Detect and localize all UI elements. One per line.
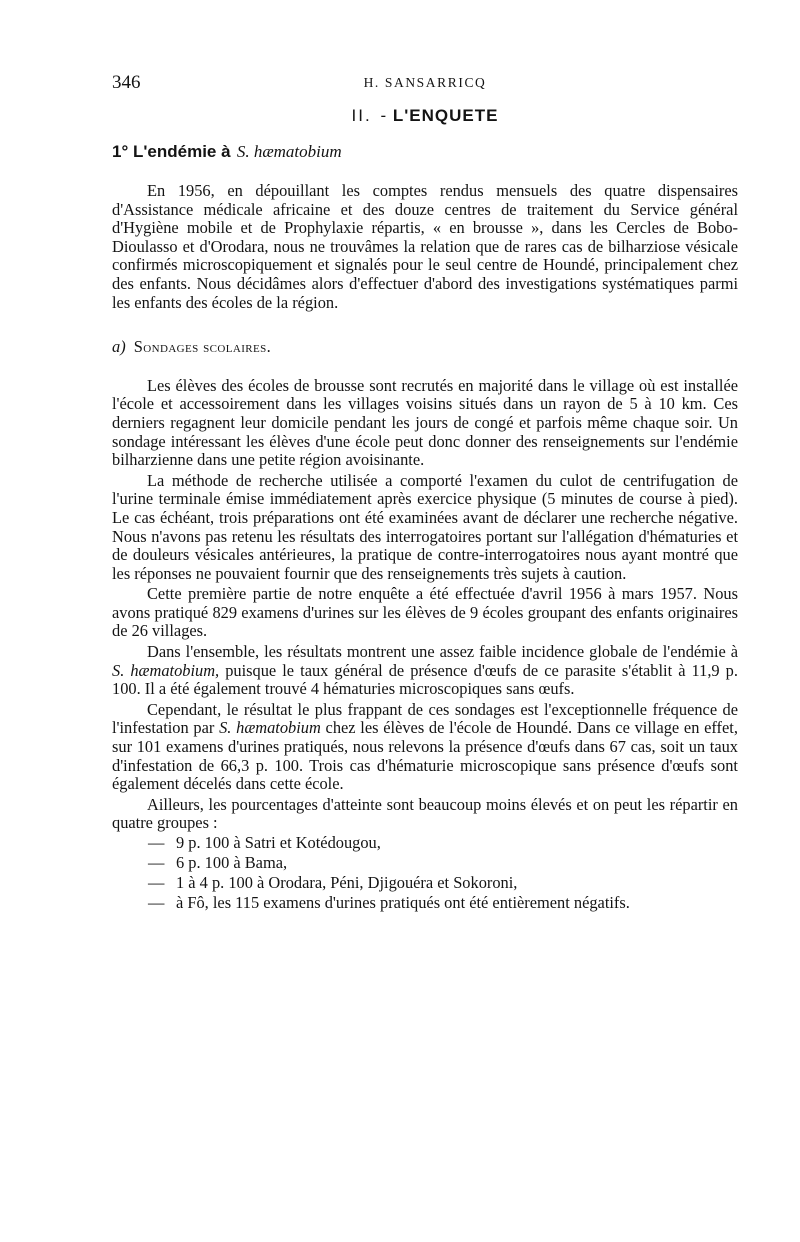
list-dash: — [148,833,165,852]
list-item-text: à Fô, les 115 examens d'urines pratiqués ont été entièrement négatifs. [176,893,630,912]
paragraph-survey-period: Cette première partie de notre enquête a été effectuée d'avril 1956 à mars 1957. Nous avons pratiqué 829 examens d'urines sur les élèves de 9 écoles groupant des enfants originaires de 26 villages. [112,584,738,641]
list-item-text: 9 p. 100 à Satri et Kotédougou, [176,833,381,852]
subsection-heading [112,142,738,162]
page-number: 346 [112,72,141,93]
section-heading [112,106,738,126]
list-item [148,833,738,853]
paragraph-method: La méthode de recherche utilisée a comporté l'examen du culot de centrifugation de l'urine terminale émise immédiatement après exercice physique (5 minutes de course à pied). Le cas échéant, trois préparations ont été examinées avant de déclarer une recherche négative. Nous n'avons pas retenu les résultats des interrogatoires portant sur l'allégation d'hématuries et de douleurs vésicales antérieures, la pratique de contre-interrogatoires nous ayant montré que les réponses ne pouvaient fournir que des renseignements très sujets à caution. [112,470,738,583]
paragraph-hounde-results-part-a: Cependant, le résultat le plus frappant de ces sondages est l'exceptionnelle fréquence de l'infestation par [112,699,738,738]
paragraph-heading-letter: a) [112,337,126,357]
infestation-groups-list [112,833,738,913]
paragraph-hounde-results [112,701,738,794]
subsection-label: 1° L'endémie à [112,142,231,161]
species-name: S. hæmatobium, [112,660,220,680]
section-separator: - [380,106,388,125]
paragraph-heading-title: Sondages scolaires. [133,337,272,357]
list-dash: — [148,893,165,912]
list-dash: — [148,853,165,872]
paragraph-overall-results-part-a: Dans l'ensemble, les résultats montrent une assez faible incidence globale de l'endémie à [147,642,738,662]
list-item [148,893,738,913]
running-head [112,72,738,94]
paragraph-hounde-results-part-b: chez les élèves de l'école de Houndé. Dans ce village en effet, sur 101 examens d'urines pratiqués, nous relevons la présence d'œufs dans 67 cas, soit un taux d'infestation de 66,3 p. 100. Trois cas d'hématurie microscopique sans présence d'œufs sont également décelés dans cette école. [112,718,738,794]
list-item [148,853,738,873]
paragraph-groups-intro: Ailleurs, les pourcentages d'atteinte sont beaucoup moins élevés et on peut les répartir en quatre groupes : [112,794,738,833]
section-number: II. [351,106,372,125]
subsection-species: S. hæmatobium [236,142,342,161]
list-dash: — [148,873,165,892]
text-block [112,106,738,913]
section-title: L'ENQUETE [392,106,499,125]
paragraph-heading [112,338,738,357]
paragraph-overall-results [112,643,738,699]
paragraph-intro: En 1956, en dépouillant les comptes rendus mensuels des quatre dispensaires d'Assistance médicale africaine et des douze centres de traitement du Service général d'Hygiène mobile et de Prophylaxie répartis, « en brousse », dans les Cercles de Bobo-Dioulasso et d'Orodara, nous ne trouvâmes la relation que de rares cas de bilharziose vésicale confirmés microscopiquement et signalés pour le seul centre de Houndé, principalement chez des enfants. Nous décidâmes alors d'effectuer d'abord des investigations systématiques parmi les enfants des écoles de la région. [112,181,738,312]
paragraph-overall-results-part-b: puisque le taux général de présence d'œufs de ce parasite s'établit à 11,9 p. 100. Il a été également trouvé 4 hématuries microscopiques sans œufs. [112,660,738,699]
list-item-text: 6 p. 100 à Bama, [176,853,288,872]
list-item-text: 1 à 4 p. 100 à Orodara, Péni, Djigouéra et Sokoroni, [176,873,518,892]
list-item [148,873,738,893]
paragraph-recruitment: Les élèves des écoles de brousse sont recrutés en majorité dans le village où est installée l'école et accessoirement dans les villages voisins situés dans un rayon de 5 à 10 km. Ces derniers regagnent leur domicile pendant les jours de congé et parfois même chaque soir. Un sondage intéressant les élèves d'une école peut donc donner des renseignements sur l'endémie bilharzienne dans une petite région avoisinante. [112,375,738,470]
species-name: S. hæmatobium [219,718,321,738]
running-title: H. SANSARRICQ [363,75,487,90]
